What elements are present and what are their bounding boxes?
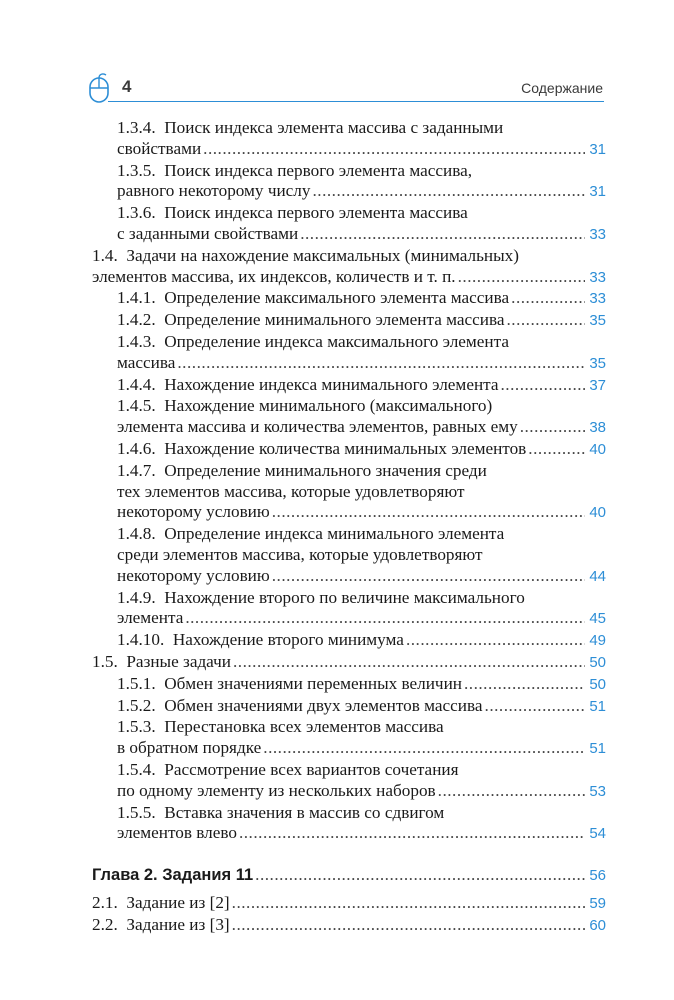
dot-leader xyxy=(528,439,585,460)
toc-entry[interactable] xyxy=(92,652,606,674)
dot-leader xyxy=(272,502,586,523)
toc-entry[interactable] xyxy=(92,439,606,461)
toc-entry-text: 1.5.2. Обмен значениями двух элементов массива xyxy=(117,695,483,715)
toc-line xyxy=(117,417,606,439)
toc-line xyxy=(117,823,606,845)
dot-leader xyxy=(406,630,585,651)
dot-leader xyxy=(232,893,586,914)
toc-line xyxy=(117,696,606,718)
toc-entry-text: 1.4.2. Определение минимального элемента массива xyxy=(117,310,505,330)
dot-leader xyxy=(506,310,585,331)
toc-entry-text: 1.5.3. Перестановка всех элементов массива xyxy=(117,717,444,737)
toc-entry[interactable] xyxy=(92,893,606,915)
toc-page-number: 33 xyxy=(589,268,606,286)
toc-line xyxy=(117,545,606,566)
toc-entry-text: 1.4. Задачи на нахождение максимальных (минимальных) xyxy=(92,245,520,265)
toc-entry-text: 1.4.5. Нахождение минимального (максимального) xyxy=(117,396,493,416)
dot-leader xyxy=(464,674,585,695)
header-divider xyxy=(108,101,604,102)
toc-page-number: 40 xyxy=(589,440,606,458)
toc-line xyxy=(117,738,606,760)
toc-entry[interactable] xyxy=(92,246,606,289)
toc-main-list xyxy=(92,118,606,845)
toc-entry-text: свойствами xyxy=(117,138,202,158)
toc-entry-text: 1.4.1. Определение максимального элемента массива xyxy=(117,288,510,308)
toc-page-number: 37 xyxy=(589,376,606,394)
toc-line xyxy=(117,224,606,246)
toc-line xyxy=(117,139,606,161)
toc-page-number: 50 xyxy=(589,675,606,693)
toc-entry-text: 1.5.5. Вставка значения в массив со сдвигом xyxy=(117,802,445,822)
toc-entry[interactable] xyxy=(92,461,606,524)
toc-entry-text: 1.4.8. Определение индекса минимального элемента xyxy=(117,524,505,544)
toc-page-number: 50 xyxy=(589,653,606,671)
toc-line xyxy=(117,396,606,417)
toc-entry-text: по одному элементу из нескольких наборов xyxy=(117,780,436,800)
dot-leader xyxy=(233,652,585,673)
toc-page-number: 56 xyxy=(589,867,606,885)
toc-line xyxy=(92,865,606,887)
toc-line xyxy=(92,246,606,267)
toc-page-number: 33 xyxy=(589,290,606,308)
toc-entry-text: 1.4.3. Определение индекса максимального элемента xyxy=(117,331,509,351)
dot-leader xyxy=(272,566,586,587)
toc-page-number: 44 xyxy=(589,567,606,585)
toc-entry-text: 2.1. Задание из [2] xyxy=(92,892,230,912)
toc-line xyxy=(117,461,606,482)
dot-leader xyxy=(485,696,586,717)
toc-page-number: 35 xyxy=(589,354,606,372)
toc-chapter-title: Глава 2. Задания 11 xyxy=(92,866,254,885)
toc-line xyxy=(117,674,606,696)
toc-entry-text: некоторому условию xyxy=(117,565,270,585)
toc-line xyxy=(117,288,606,310)
toc-entry-text: элементов массива, их индексов, количеств и т. п. xyxy=(92,266,456,286)
toc-entry[interactable] xyxy=(92,310,606,332)
toc-line xyxy=(117,353,606,375)
toc-entry[interactable] xyxy=(92,915,606,937)
toc-entry-text: 1.4.7. Определение минимального значения среди xyxy=(117,460,487,480)
table-of-contents xyxy=(92,118,606,936)
toc-chapter-list xyxy=(92,893,606,937)
toc-page-number: 31 xyxy=(589,140,606,158)
toc-line xyxy=(92,915,606,937)
toc-line xyxy=(117,781,606,803)
dot-leader xyxy=(239,823,585,844)
toc-page-number: 38 xyxy=(589,419,606,437)
toc-line xyxy=(117,803,606,824)
toc-page-number: 53 xyxy=(589,782,606,800)
toc-entry-text: 1.3.5. Поиск индекса первого элемента массива, xyxy=(117,160,473,180)
section-gap xyxy=(92,845,606,865)
toc-entry-text: среди элементов массива, которые удовлетворяют xyxy=(117,544,483,564)
toc-entry[interactable] xyxy=(92,118,606,161)
toc-line xyxy=(117,439,606,461)
dot-leader xyxy=(300,224,585,245)
toc-entry-text: с заданными свойствами xyxy=(117,223,299,243)
toc-page-number: 51 xyxy=(589,697,606,715)
toc-page-number: 60 xyxy=(589,916,606,934)
dot-leader xyxy=(177,353,585,374)
toc-line xyxy=(117,482,606,503)
toc-line xyxy=(117,502,606,524)
toc-page-number: 33 xyxy=(589,225,606,243)
toc-entry[interactable] xyxy=(92,396,606,439)
toc-entry[interactable] xyxy=(92,588,606,631)
toc-line xyxy=(117,524,606,545)
toc-line xyxy=(117,181,606,203)
toc-entry[interactable] xyxy=(92,161,606,204)
toc-entry-text: 1.4.6. Нахождение количества минимальных элементов xyxy=(117,438,527,458)
toc-entry[interactable] xyxy=(92,288,606,310)
toc-entry[interactable] xyxy=(92,760,606,803)
mouse-icon xyxy=(88,72,114,104)
toc-entry[interactable] xyxy=(92,630,606,652)
toc-entry-text: элемента массива и количества элементов, равных ему xyxy=(117,417,518,437)
toc-entry-text: элементов влево xyxy=(117,823,237,843)
toc-entry[interactable] xyxy=(92,674,606,696)
toc-entry[interactable] xyxy=(92,803,606,846)
toc-line xyxy=(117,588,606,609)
dot-leader xyxy=(185,608,585,629)
toc-line xyxy=(117,118,606,139)
toc-entry-text: некоторому условию xyxy=(117,502,270,522)
toc-line xyxy=(117,375,606,397)
toc-entry[interactable] xyxy=(92,696,606,718)
dot-leader xyxy=(203,139,585,160)
dot-leader xyxy=(511,288,585,309)
section-title: Содержание xyxy=(521,80,603,96)
toc-line xyxy=(92,652,606,674)
toc-page-number: 49 xyxy=(589,632,606,650)
toc-line xyxy=(117,332,606,353)
toc-page-number: 35 xyxy=(589,312,606,330)
dot-leader xyxy=(438,781,586,802)
toc-line xyxy=(117,161,606,182)
toc-entry-text: 1.5. Разные задачи xyxy=(92,651,231,671)
toc-entry[interactable] xyxy=(92,203,606,246)
toc-entry-text: 1.4.4. Нахождение индекса минимального элемента xyxy=(117,374,499,394)
toc-page-number: 31 xyxy=(589,183,606,201)
dot-leader xyxy=(501,375,586,396)
toc-page-number: 51 xyxy=(589,740,606,758)
page-header xyxy=(0,0,674,110)
toc-entry[interactable] xyxy=(92,717,606,760)
dot-leader xyxy=(312,181,585,202)
dot-leader xyxy=(255,865,585,886)
toc-entry-text: 1.5.4. Рассмотрение всех вариантов сочетания xyxy=(117,759,459,779)
toc-line xyxy=(117,630,606,652)
toc-entry-text: 1.5.1. Обмен значениями переменных величин xyxy=(117,673,462,693)
toc-line xyxy=(92,893,606,915)
toc-page-number: 54 xyxy=(589,825,606,843)
page-number: 4 xyxy=(122,77,132,96)
toc-line xyxy=(117,566,606,588)
toc-line xyxy=(117,717,606,738)
toc-entry[interactable] xyxy=(92,524,606,587)
toc-line xyxy=(117,608,606,630)
dot-leader xyxy=(458,267,586,288)
toc-page-number: 45 xyxy=(589,610,606,628)
toc-entry[interactable] xyxy=(92,375,606,397)
toc-entry-text: тех элементов массива, которые удовлетворяют xyxy=(117,481,465,501)
toc-line xyxy=(117,760,606,781)
toc-page-number: 40 xyxy=(589,504,606,522)
toc-page-number: 59 xyxy=(589,894,606,912)
toc-entry-text: элемента xyxy=(117,608,184,628)
toc-entry-text: равного некоторому числу xyxy=(117,181,311,201)
dot-leader xyxy=(520,417,586,438)
dot-leader xyxy=(263,738,585,759)
toc-line xyxy=(92,267,606,289)
toc-chapter[interactable] xyxy=(92,865,606,887)
toc-entry-text: в обратном порядке xyxy=(117,738,262,758)
toc-entry-text: 1.4.9. Нахождение второго по величине максимального xyxy=(117,587,525,607)
toc-line xyxy=(117,310,606,332)
toc-entry-text: 1.3.6. Поиск индекса первого элемента массива xyxy=(117,203,468,223)
dot-leader xyxy=(232,915,586,936)
toc-entry-text: 1.3.4. Поиск индекса элемента массива с заданными xyxy=(117,118,504,137)
toc-entry[interactable] xyxy=(92,332,606,375)
toc-line xyxy=(117,203,606,224)
toc-entry-text: 1.4.10. Нахождение второго минимума xyxy=(117,630,404,650)
toc-entry-text: 2.2. Задание из [3] xyxy=(92,914,230,934)
toc-entry-text: массива xyxy=(117,352,176,372)
